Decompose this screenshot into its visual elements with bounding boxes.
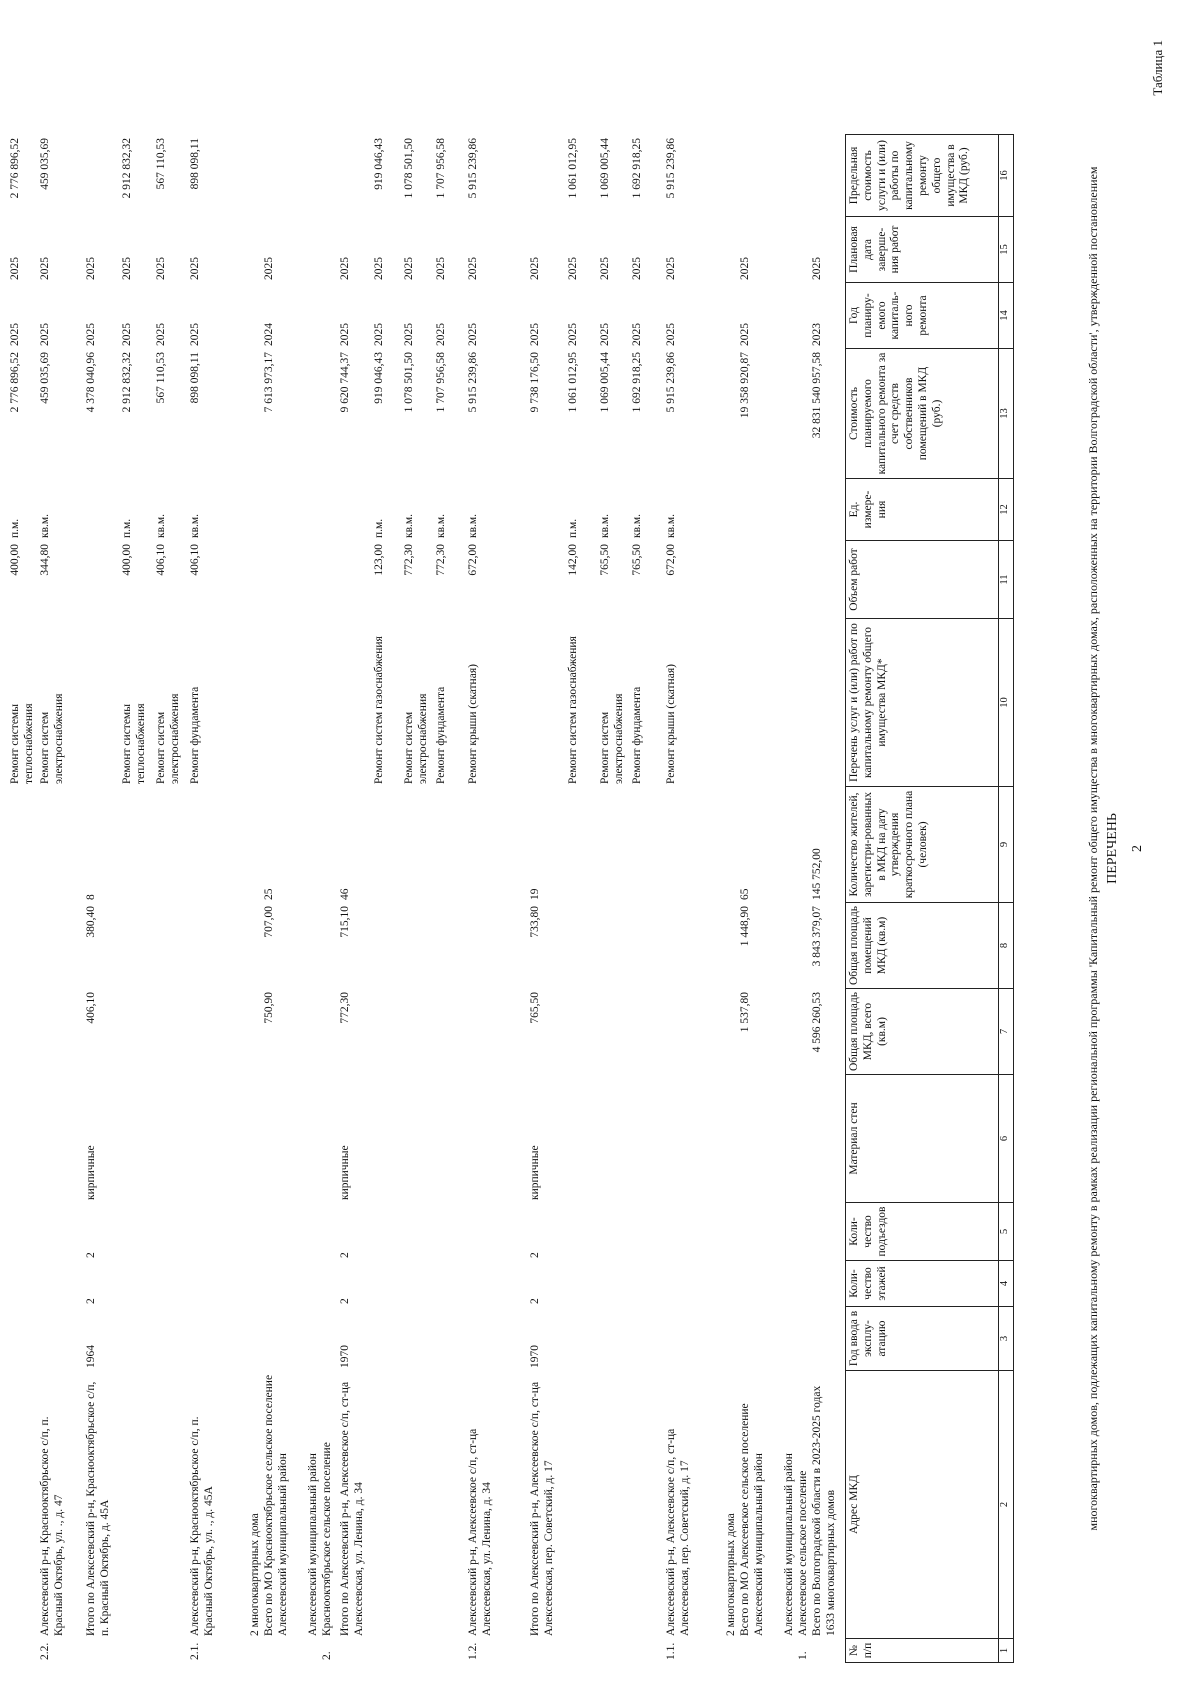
cell-unit: кв.м. [39, 513, 51, 538]
cell-limit-cost: 1 061 012,95 [567, 138, 579, 199]
cell-plan-year: 2025 [9, 323, 21, 346]
cell-limit-cost: 1 078 501,50 [403, 138, 415, 199]
column-header: Материал стен [846, 1075, 999, 1203]
cell-unit: п.м. [121, 518, 133, 538]
column-number: 3 [999, 1307, 1014, 1371]
column-number: 15 [999, 217, 1014, 283]
cell-year: 1970 [529, 1345, 541, 1368]
cell-address: Всего по Волгоградской области в 2023-2025 годах 1633 многоквартирных домов [811, 1385, 837, 1636]
cell-address: Алексеевское сельское поселение [797, 1470, 809, 1636]
cell-end-date: 2025 [467, 257, 479, 280]
cell-area-prem: 707,00 [263, 906, 275, 938]
cell-residents: 46 [339, 888, 351, 900]
cell-plan-year: 2025 [39, 323, 51, 346]
column-header: Стоимость планируемого капитального ремонта за счет средств собственников помещений в МКД (руб.) [846, 349, 999, 479]
cell-end-date: 2025 [339, 257, 351, 280]
cell-end-date: 2025 [739, 257, 751, 280]
cell-address: Алексеевский муниципальный район [307, 1453, 319, 1636]
cell-cost: 1 078 501,50 [403, 352, 415, 413]
column-number: 11 [999, 541, 1014, 619]
table-row [599, 138, 631, 1663]
table-label: Таблица 1 [1150, 40, 1165, 96]
cell-area-total: 765,50 [529, 992, 541, 1024]
table-row [339, 235, 373, 1663]
cell-plan-year: 2025 [567, 323, 579, 346]
cell-volume: 406,10 [155, 544, 167, 576]
column-header: Коли-чество подъездов [846, 1203, 999, 1261]
cell-end-date: 2025 [39, 257, 51, 280]
table-row [811, 235, 841, 1663]
cell-area-total: 406,10 [85, 992, 97, 1024]
cell-volume: 772,30 [435, 544, 447, 576]
cell-volume: 142,00 [567, 544, 579, 576]
cell-end-date: 2025 [529, 257, 541, 280]
cell-unit: кв.м. [631, 513, 643, 538]
cell-address: Краснооктябрьское сельское поселение [321, 1442, 333, 1636]
column-number: 12 [999, 479, 1014, 541]
cell-plan-year: 2023 [811, 323, 823, 346]
cell-plan-year: 2025 [467, 323, 479, 346]
cell-unit: кв.м. [665, 513, 677, 538]
cell-num: 1.2. [467, 1642, 479, 1660]
cell-work: Ремонт систем электроснабжения [599, 693, 625, 784]
cell-floors: 2 [529, 1298, 541, 1304]
cell-area-prem: 380,40 [85, 906, 97, 938]
column-header: Объем работ [846, 541, 999, 619]
cell-end-date: 2025 [631, 257, 643, 280]
cell-area-prem: 715,10 [339, 906, 351, 938]
cell-num: 2.1. [189, 1642, 201, 1660]
cell-residents: 19 [529, 888, 541, 900]
cell-cost: 2 776 896,52 [9, 352, 21, 413]
cell-year: 1970 [339, 1345, 351, 1368]
table-row [665, 138, 725, 1663]
cell-num: 2. [321, 1651, 333, 1660]
cell-limit-cost: 898 098,11 [189, 138, 201, 190]
cell-entr: 2 [529, 1252, 541, 1258]
cell-address: Алексеевский р-н, Краснооктябрьское с/п, п. Красный Октябрь, ул. ., д. 45А [189, 1416, 215, 1636]
table-row [321, 235, 339, 1663]
column-number: 8 [999, 903, 1014, 989]
cell-plan-year: 2025 [631, 323, 643, 346]
table-row [373, 138, 403, 1663]
cell-unit: кв.м. [189, 513, 201, 538]
column-header: Общая площадь МКД, всего (кв.м) [846, 989, 999, 1075]
table-row [631, 138, 665, 1663]
table-row [85, 235, 121, 1663]
cell-end-date: 2025 [403, 257, 415, 280]
cell-plan-year: 2025 [435, 323, 447, 346]
cell-address: Всего по МО Краснооктябрьское сельское поселение Алексеевский муниципальный район [263, 1374, 289, 1636]
cell-area-prem: 733,80 [529, 906, 541, 938]
cell-volume: 400,00 [121, 544, 133, 576]
cell-limit-cost: 2 912 832,32 [121, 138, 133, 199]
cell-plan-year: 2025 [339, 323, 351, 346]
column-header: № п/п [846, 1639, 999, 1663]
table-row [39, 138, 85, 1663]
cell-residents: 25 [263, 888, 275, 900]
table-row [435, 138, 467, 1663]
column-number: 1 [999, 1639, 1014, 1663]
cell-cost: 919 046,43 [373, 352, 385, 404]
table-row [9, 138, 39, 1663]
cell-work: Ремонт фундамента [189, 686, 201, 784]
cell-volume: 672,00 [665, 544, 677, 576]
cell-area-prem: 1 448,90 [739, 906, 751, 947]
cell-address: Итого по Алексеевский р-н, Краснооктябрьское с/п, п. Красный Октябрь, д. 45А [85, 1381, 111, 1636]
cell-work: Ремонт крыши (скатная) [467, 664, 479, 784]
cell-end-date: 2025 [85, 257, 97, 280]
cell-address: Алексеевский р-н, Алексеевское с/п, ст-ца Алексеевская, ул. Ленина, д. 34 [467, 1428, 493, 1636]
column-number: 6 [999, 1075, 1014, 1203]
cell-volume: 672,00 [467, 544, 479, 576]
cell-cost: 567 110,53 [155, 352, 167, 404]
cell-limit-cost: 459 035,69 [39, 138, 51, 190]
cell-work: Ремонт систем газоснабжения [567, 636, 579, 784]
column-header: Количество жителей, зарегистри-рованных в МКД на дату утверждения краткосрочного плана (человек) [846, 787, 999, 903]
cell-cost: 9 620 744,37 [339, 352, 351, 413]
document-title: ПЕРЕЧЕНЬ [1105, 813, 1120, 884]
column-number: 4 [999, 1261, 1014, 1307]
cell-plan-year: 2025 [189, 323, 201, 346]
cell-work: Ремонт системы теплоснабжения [9, 703, 35, 784]
table-row [307, 235, 321, 1663]
cell-limit-cost: 1 069 005,44 [599, 138, 611, 199]
cell-cost: 4 378 040,96 [85, 352, 97, 413]
cell-work: Ремонт системы теплоснабжения [121, 703, 147, 784]
cell-volume: 765,50 [631, 544, 643, 576]
cell-end-date: 2025 [811, 257, 823, 280]
column-header: Год планиру-емого капиталь-ного ремонта [846, 283, 999, 349]
cell-plan-year: 2025 [665, 323, 677, 346]
table-body [0, 138, 845, 1663]
table-row [725, 235, 739, 1663]
column-number: 2 [999, 1371, 1014, 1639]
column-header: Адрес МКД [846, 1371, 999, 1639]
cell-cost: 1 707 956,58 [435, 352, 447, 413]
cell-volume: 406,10 [189, 544, 201, 576]
cell-volume: 344,80 [39, 544, 51, 576]
cell-cost: 9 738 176,50 [529, 352, 541, 413]
cell-area-total: 750,90 [263, 992, 275, 1024]
cell-end-date: 2025 [189, 257, 201, 280]
cell-cost: 5 915 239,86 [467, 352, 479, 413]
cell-cost: 1 692 918,25 [631, 352, 643, 413]
cell-area-total: 1 537,80 [739, 992, 751, 1033]
cell-address: Итого по Алексеевский р-н, Алексеевское с/п, ст-ца Алексеевская, ул. Ленина, д. 34 [339, 1381, 365, 1636]
cell-area-total: 772,30 [339, 992, 351, 1024]
cell-work: Ремонт крыши (скатная) [665, 664, 677, 784]
cell-unit: кв.м. [403, 513, 415, 538]
cell-limit-cost: 1 707 956,58 [435, 138, 447, 199]
cell-limit-cost: 567 110,53 [155, 138, 167, 190]
cell-limit-cost: 5 915 239,86 [467, 138, 479, 199]
cell-volume: 123,00 [373, 544, 385, 576]
column-header: Год ввода в эксплу-атацию [846, 1307, 999, 1371]
cell-plan-year: 2025 [529, 323, 541, 346]
cell-address: 2 многоквартирных дома [249, 1513, 261, 1636]
page-number: 2 [1130, 845, 1145, 852]
column-number: 13 [999, 349, 1014, 479]
cell-work: Ремонт систем электроснабжения [39, 693, 65, 784]
header-row [846, 135, 999, 1663]
table-row [567, 138, 599, 1663]
cell-floors: 2 [85, 1298, 97, 1304]
cell-address: Всего по МО Алексеевское сельское поселение Алексеевский муниципальный район [739, 1403, 765, 1636]
cell-plan-year: 2025 [85, 323, 97, 346]
cell-plan-year: 2024 [263, 323, 275, 346]
cell-end-date: 2025 [599, 257, 611, 280]
cell-cost: 5 915 239,86 [665, 352, 677, 413]
cell-address: Алексеевский муниципальный район [783, 1453, 795, 1636]
cell-plan-year: 2025 [155, 323, 167, 346]
cell-unit: кв.м. [155, 513, 167, 538]
cell-cost: 7 613 973,17 [263, 352, 275, 413]
cell-num: 1. [797, 1651, 809, 1660]
cell-limit-cost: 919 046,43 [373, 138, 385, 190]
table-row [797, 235, 811, 1663]
column-header: Коли-чество этажей [846, 1261, 999, 1307]
column-header: Плановая дата заверше-ния работ [846, 217, 999, 283]
cell-walls: кирпичные [339, 1145, 351, 1200]
cell-cost: 459 035,69 [39, 352, 51, 404]
cell-cost: 1 061 012,95 [567, 352, 579, 413]
cell-end-date: 2025 [567, 257, 579, 280]
cell-work: Ремонт фундамента [631, 686, 643, 784]
cell-limit-cost: 2 776 896,52 [9, 138, 21, 199]
cell-end-date: 2025 [373, 257, 385, 280]
cell-walls: кирпичные [529, 1145, 541, 1200]
cell-unit: кв.м. [599, 513, 611, 538]
cell-unit: п.м. [9, 518, 21, 538]
cell-address: 2 многоквартирных дома [725, 1513, 737, 1636]
cell-address: Алексеевский р-н, Алексеевское с/п, ст-ца Алексеевская, пер. Советский, д. 17 [665, 1428, 691, 1636]
cell-plan-year: 2025 [373, 323, 385, 346]
cell-unit: п.м. [373, 518, 385, 538]
column-header: Предельная стоимость услуги и (или) работы по капитальному ремонту общего имущества в МКД (руб.) [846, 135, 999, 217]
table-row [249, 235, 263, 1663]
cell-residents: 145 752,00 [811, 848, 823, 900]
cell-work: Ремонт систем электроснабжения [155, 693, 181, 784]
cell-year: 1964 [85, 1345, 97, 1368]
cell-end-date: 2025 [155, 257, 167, 280]
table-row [189, 138, 249, 1663]
cell-end-date: 2025 [121, 257, 133, 280]
cell-plan-year: 2025 [121, 323, 133, 346]
cell-work: Ремонт систем газоснабжения [373, 636, 385, 784]
table-row [783, 235, 797, 1663]
header-table [845, 134, 1014, 1663]
cell-end-date: 2025 [9, 257, 21, 280]
cell-end-date: 2025 [263, 257, 275, 280]
cell-residents: 8 [85, 894, 97, 900]
cell-area-prem: 3 843 379,07 [811, 906, 823, 967]
cell-work: Ремонт фундамента [435, 686, 447, 784]
document-subtitle: многоквартирных домов, подлежащих капитальному ремонту в рамках реализации региональной программы 'Капитальный ремонт общего имущества в многоквартирных домах, расположенных на территории Волгоградской области', утвержденной постановлением [1086, 166, 1100, 1531]
cell-volume: 765,50 [599, 544, 611, 576]
column-header: Общая площадь помещений МКД (кв.м) [846, 903, 999, 989]
column-number: 10 [999, 619, 1014, 787]
cell-cost: 32 831 540 957,58 [811, 352, 823, 439]
cell-end-date: 2025 [435, 257, 447, 280]
cell-cost: 2 912 832,32 [121, 352, 133, 413]
column-number: 16 [999, 135, 1014, 217]
cell-limit-cost: 1 692 918,25 [631, 138, 643, 199]
table-row [155, 138, 189, 1663]
cell-limit-cost: 5 915 239,86 [665, 138, 677, 199]
cell-entr: 2 [85, 1252, 97, 1258]
cell-address: Итого по Алексеевский р-н, Алексеевское с/п, ст-ца Алексеевская, пер. Советский, д. 17 [529, 1381, 555, 1636]
cell-floors: 2 [339, 1298, 351, 1304]
cell-entr: 2 [339, 1252, 351, 1258]
cell-plan-year: 2025 [739, 323, 751, 346]
column-header: Ед. измере-ния [846, 479, 999, 541]
cell-num: 1.1. [665, 1642, 677, 1660]
table-row [263, 235, 307, 1663]
cell-unit: кв.м. [435, 513, 447, 538]
column-number: 5 [999, 1203, 1014, 1261]
column-number: 7 [999, 989, 1014, 1075]
cell-volume: 400,00 [9, 544, 21, 576]
cell-volume: 772,30 [403, 544, 415, 576]
cell-unit: п.м. [567, 518, 579, 538]
cell-work: Ремонт систем электроснабжения [403, 693, 429, 784]
cell-plan-year: 2025 [403, 323, 415, 346]
column-number: 14 [999, 283, 1014, 349]
cell-residents: 65 [739, 888, 751, 900]
cell-plan-year: 2025 [599, 323, 611, 346]
cell-cost: 1 069 005,44 [599, 352, 611, 413]
cell-end-date: 2025 [665, 257, 677, 280]
column-number: 9 [999, 787, 1014, 903]
table-row [403, 138, 435, 1663]
cell-area-total: 4 596 260,53 [811, 992, 823, 1053]
table-row [529, 235, 567, 1663]
table-row [739, 235, 783, 1663]
cell-walls: кирпичные [85, 1145, 97, 1200]
column-number-row [999, 135, 1014, 1663]
cell-cost: 19 358 920,87 [739, 352, 751, 419]
cell-cost: 898 098,11 [189, 352, 201, 404]
cell-unit: кв.м. [467, 513, 479, 538]
table-row [467, 138, 529, 1663]
column-header: Перечень услуг и (или) работ по капитальному ремонту общего имущества МКД* [846, 619, 999, 787]
cell-num: 2.2. [39, 1642, 51, 1660]
cell-address: Алексеевский р-н, Краснооктябрьское с/п, п. Красный Октябрь, ул. ., д. 47 [39, 1416, 65, 1636]
table-row [121, 138, 155, 1663]
